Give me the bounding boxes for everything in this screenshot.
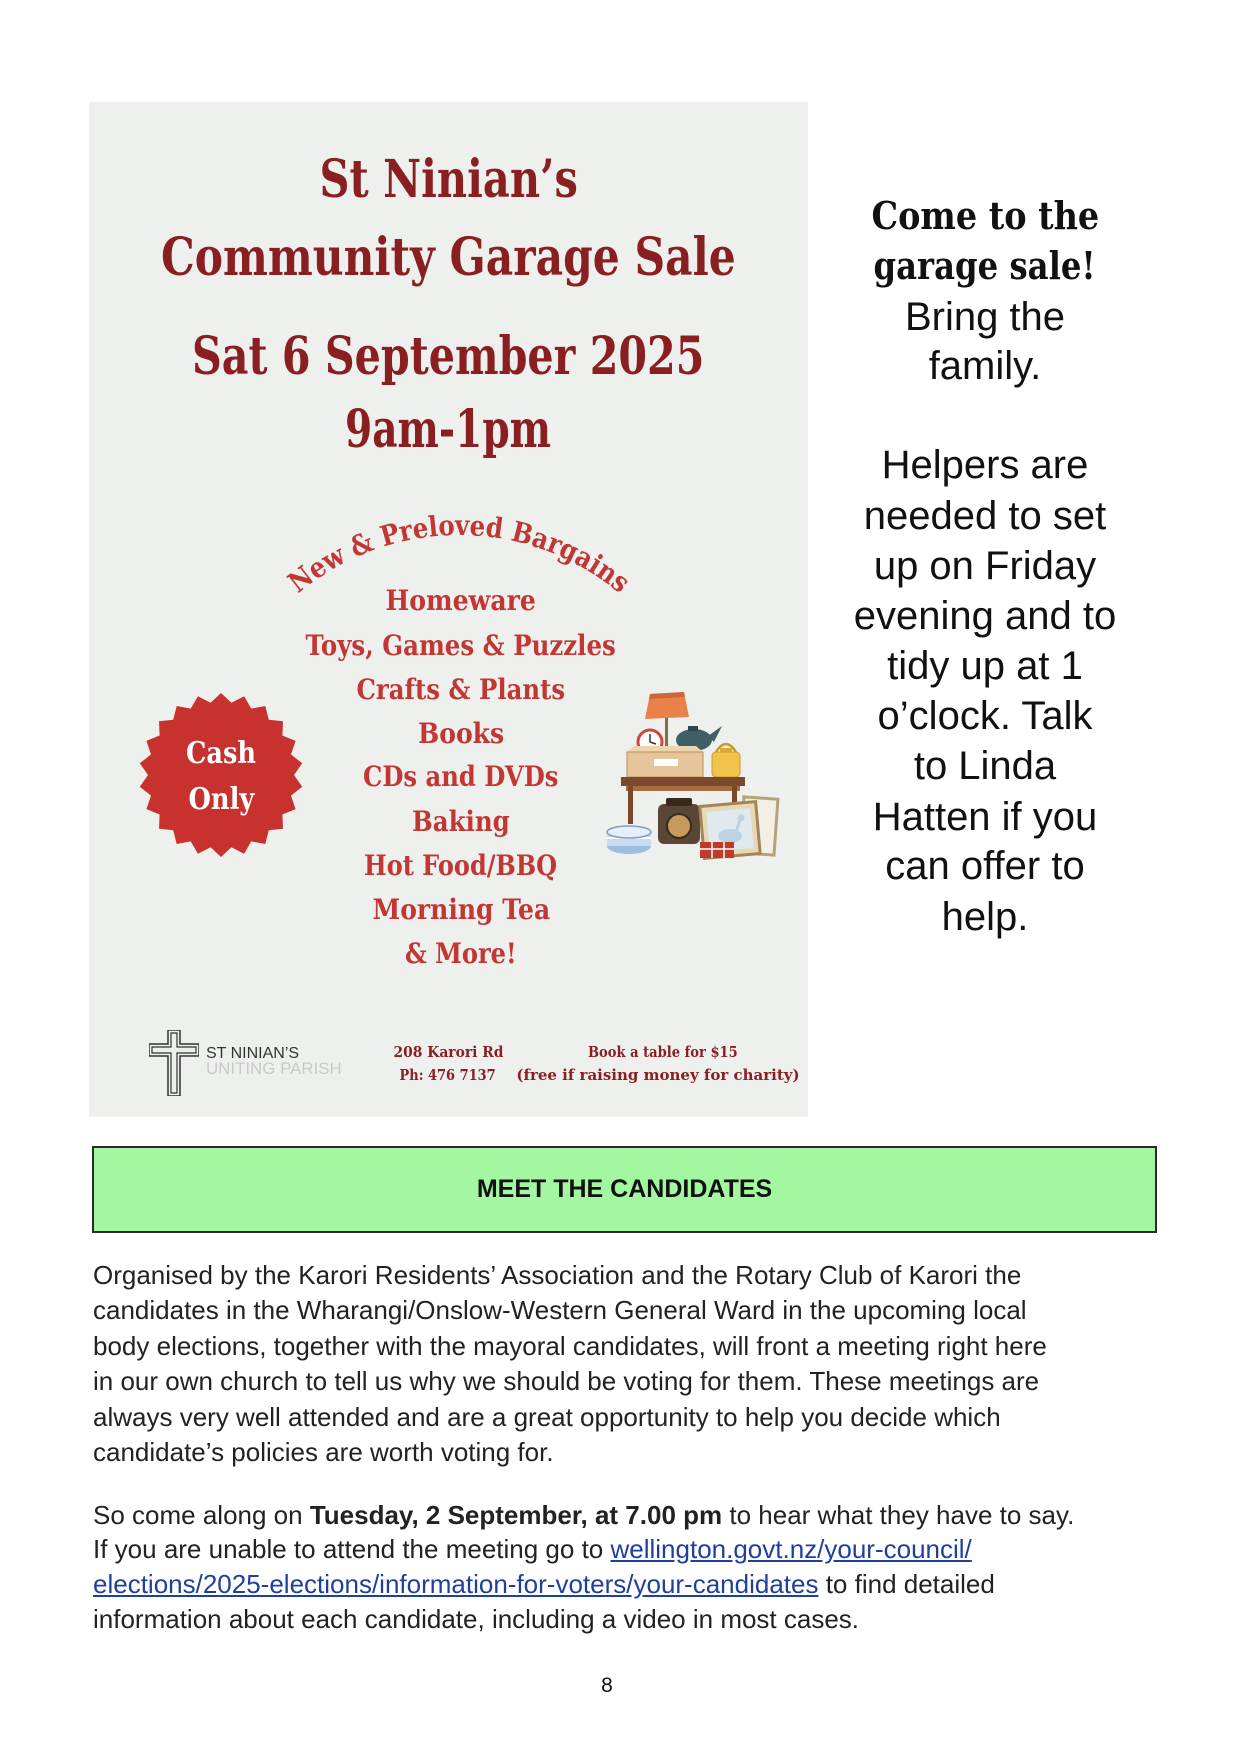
logo-subtitle: UNITING PARISH [206,1059,342,1078]
paragraph-line [93,1498,1173,1532]
garage-sale-poster [89,102,808,1117]
sidebar-body-row [835,741,1135,791]
sidebar-heading-line-2: garage sale! [873,243,1097,288]
poster-item-row [161,934,761,974]
paragraph-1-line-3: body elections, together with the mayoral candidates, will front a meeting right here [93,1331,1047,1361]
poster-item-cds: CDs and DVDs [363,760,559,793]
paragraph-line [93,1329,1173,1363]
paragraph-2-line-1-start: So come along on [93,1500,310,1530]
poster-time: 9am-1pm [345,399,552,460]
sidebar-body-row [835,440,1135,490]
sidebar-heading-line-1: Come to the [871,193,1099,238]
sidebar-body-row [835,591,1135,641]
sidebar-sub-line-1: Bring the [904,295,1066,339]
paragraph-line [93,1364,1173,1398]
booking-row-1 [513,1042,808,1062]
poster-title-row-2 [89,226,808,290]
poster-date-row [89,325,808,389]
sidebar-body-line-4: evening and to [853,594,1117,638]
poster-item-row [161,890,761,930]
candidates-link-part-1[interactable]: wellington.govt.nz/your-council/ [610,1534,972,1564]
poster-item-toys: Toys, Games & Puzzles [305,629,617,662]
sidebar-body-line-6: o’clock. Talk [877,694,1093,738]
page-number-row [557,1674,657,1698]
banner-label-row [94,1148,1155,1231]
camera-bag-icon [658,798,700,844]
meeting-date-time: Tuesday, 2 September, at 7.00 pm [309,1500,723,1530]
sidebar-body-row [835,892,1135,942]
sidebar-body-line-5: tidy up at 1 [887,644,1083,688]
sidebar-heading-row-2 [835,241,1135,291]
logo-subtitle-row [206,1060,343,1078]
candidates-link-part-2[interactable]: elections/2025-elections/information-for-voters/your-candidates [93,1569,819,1599]
meet-the-candidates-banner [92,1146,1157,1233]
paragraph-1-line-5: always very well attended and are a great opportunity to help you decide which [93,1402,1001,1432]
sidebar-sub-row-1 [835,292,1135,342]
sidebar-body-row [835,691,1135,741]
poster-item-crafts: Crafts & Plants [356,673,566,706]
poster-title-row-1 [89,148,808,212]
paragraph-2-line-1 [93,1498,1074,1532]
booking-row-2 [513,1065,803,1085]
drum-icon [607,826,651,854]
paragraph-2-line-3 [93,1567,995,1601]
poster-title-line-1: St Ninian’s [319,149,578,210]
paragraph-2-line-2 [93,1532,972,1566]
sidebar-body-line-7: to Linda [913,744,1057,788]
tagline-text: New & Preloved Bargains [281,508,638,601]
booking-note: (free if raising money for charity) [516,1066,800,1084]
paragraph-1-line-2: candidates in the Wharangi/Onslow-Western General Ward in the upcoming local [93,1295,1027,1325]
paragraph-1-line-6: candidate’s policies are worth voting for. [93,1437,554,1467]
cross-icon [149,1030,199,1096]
sidebar-body-row [835,792,1135,842]
paragraph-line [93,1400,1173,1434]
paragraph-line [93,1258,1173,1292]
badge-only: Only [188,782,254,817]
address-street: 208 Karori Rd [392,1043,503,1061]
page-number: 8 [601,1674,613,1697]
paragraph-1-line-1: Organised by the Karori Residents’ Association and the Rotary Club of Karori the [93,1260,1022,1290]
logo-name: ST NINIAN’S [206,1045,300,1062]
sidebar-body-row [835,541,1135,591]
paragraph-1-line-4: in our own church to tell us why we should be voting for them. These meetings are [93,1366,1040,1396]
poster-date: Sat 6 September 2025 [192,326,705,387]
badge-cash: Cash [185,736,257,771]
poster-item-books: Books [417,717,505,750]
sidebar-body-line-8: Hatten if you [872,795,1098,839]
paragraph-line [93,1435,1173,1469]
poster-item-morning-tea: Morning Tea [372,893,550,926]
sidebar-body-line-3: up on Friday [873,544,1097,588]
poster-time-row [89,398,808,462]
sidebar-body-row [835,491,1135,541]
cardboard-box-icon [627,746,703,777]
kettle-icon [712,744,740,777]
poster-item-homeware: Homeware [385,584,537,617]
banner-label: MEET THE CANDIDATES [476,1175,773,1203]
badge-text-row-1 [121,734,321,774]
paragraph-2-line-4: information about each candidate, including a video in most cases. [93,1604,860,1634]
booking-price: Book a table for $15 [588,1043,738,1061]
sidebar-body-row [835,841,1135,891]
sidebar-body-line-10: help. [941,895,1029,939]
sidebar-body-line-9: can offer to [885,844,1085,888]
address-phone: Ph: 476 7137 [399,1066,497,1084]
paragraph-line [93,1602,1173,1636]
poster-title-line-2: Community Garage Sale [161,227,736,288]
poster-item-more: & More! [405,937,517,970]
paragraph-2-line-3-end: to find detailed [818,1569,995,1599]
sidebar-body-line-1: Helpers are [881,443,1089,487]
paragraph-line [93,1567,1173,1601]
sidebar-sub-line-2: family. [928,344,1042,388]
paragraph-line [93,1293,1173,1327]
paragraph-2-line-2-start: If you are unable to attend the meeting go to [93,1534,611,1564]
poster-item-hot-food: Hot Food/BBQ [364,849,558,882]
picture-frame-icon [700,797,778,858]
sidebar-body-row [835,641,1135,691]
paragraph-line [93,1532,1173,1566]
badge-text-row-2 [121,780,321,820]
paragraph-2-line-1-end: to hear what they have to say. [722,1500,1075,1530]
sidebar-body-line-2: needed to set [863,494,1107,538]
poster-item-row [161,626,761,666]
sidebar-heading-row-1 [835,191,1135,241]
sidebar-sub-row-2 [835,341,1135,391]
poster-item-row [161,581,761,621]
garage-items-illustration [604,686,780,862]
poster-item-baking: Baking [412,805,510,838]
